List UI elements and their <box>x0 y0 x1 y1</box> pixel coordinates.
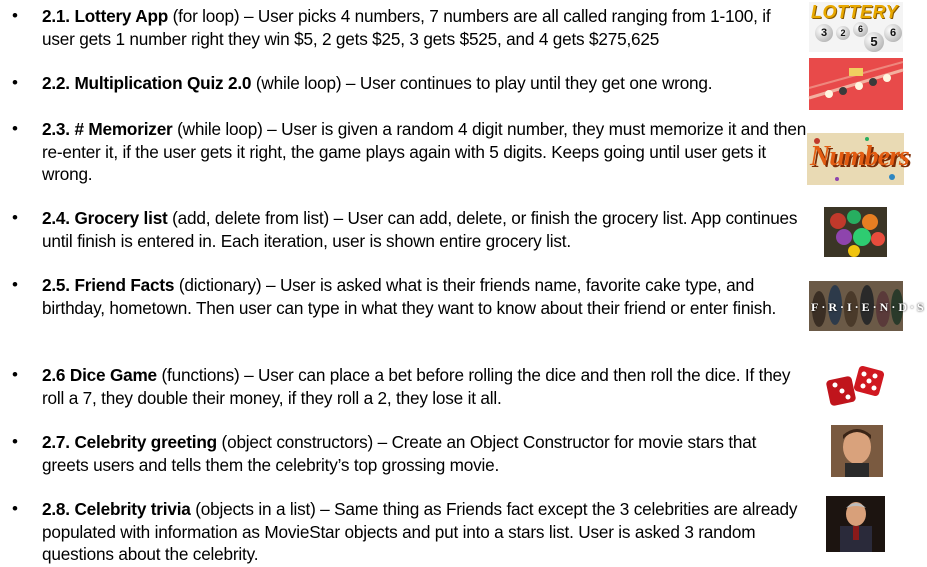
lottery-ball: 3 <box>815 24 833 42</box>
bullet: • <box>12 6 18 25</box>
item-description: (object constructors) – Create an Object Constructor for movie stars that greets users and tells them the celebrity’s top grossing movie. <box>42 432 757 475</box>
celebrity-portrait <box>831 425 883 477</box>
item-description: (while loop) – User is given a random 4 digit number, they must memorize it and then re-enter it, if the user gets it right, the game plays again with 5 digits. Keeps going until user gets it wrong. <box>42 119 807 184</box>
lottery-image <box>809 2 903 52</box>
bullet: • <box>12 432 18 451</box>
item-title: 2.6 Dice Game <box>42 365 157 385</box>
bullet: • <box>12 499 18 518</box>
lottery-ball: 6 <box>853 22 868 37</box>
lottery-ball: 5 <box>864 32 884 52</box>
item-description: (objects in a list) – Same thing as Friends fact except the 3 celebrities are already populated with information as MovieStar objects and put into a stars list. User is asked 3 random questions about the celebrity. <box>42 499 798 564</box>
item-text <box>42 207 807 252</box>
item-description: (while loop) – User continues to play until they get one wrong. <box>251 73 713 93</box>
item-title: 2.3. # Memorizer <box>42 119 173 139</box>
item-description: (functions) – User can place a bet before rolling the dice and then roll the dice. If they roll a 7, they double their money, if they roll a 2, they lose it all. <box>42 365 791 408</box>
grocery-graphic <box>824 207 887 257</box>
bullet: • <box>12 208 18 227</box>
item-text <box>42 72 807 95</box>
dice-graphic <box>824 360 887 413</box>
trivia-host-portrait <box>826 496 885 552</box>
item-title: 2.4. Grocery list <box>42 208 168 228</box>
item-title: 2.8. Celebrity trivia <box>42 499 191 519</box>
item-text <box>42 431 807 476</box>
multiplication-graphic <box>809 58 903 110</box>
item-description: (add, delete from list) – User can add, delete, or finish the grocery list. App continues until finish is entered in. Each iteration, user is shown entire grocery list. <box>42 208 798 251</box>
numbers-image <box>807 133 909 185</box>
lottery-logo: LOTTERY <box>811 2 899 22</box>
item-title: 2.5. Friend Facts <box>42 275 175 295</box>
bullet: • <box>12 275 18 294</box>
bullet: • <box>12 365 18 384</box>
item-title: 2.7. Celebrity greeting <box>42 432 217 452</box>
bullet: • <box>12 73 18 92</box>
dice-image <box>824 360 887 413</box>
multiplication-image <box>809 58 903 110</box>
item-text <box>42 364 807 409</box>
item-text <box>42 5 807 50</box>
item-title: 2.1. Lottery App <box>42 6 169 26</box>
item-description: (dictionary) – User is asked what is their friends name, favorite cake type, and birthday, hometown. Then user can type in what they want to know about their friend or enter finish. <box>42 275 777 318</box>
item-text <box>42 274 807 319</box>
lottery-ball: 2 <box>836 26 850 40</box>
lottery-ball: 6 <box>884 24 902 42</box>
bullet: • <box>12 119 18 138</box>
item-text <box>42 498 807 566</box>
friends-logo: F·R·I·E·N·D·S <box>811 300 927 314</box>
grocery-image <box>824 207 887 257</box>
item-title: 2.2. Multiplication Quiz 2.0 <box>42 73 252 93</box>
celebrity-photo <box>831 425 883 477</box>
item-text <box>42 118 807 186</box>
friends-image <box>809 281 927 331</box>
item-description: (for loop) – User picks 4 numbers, 7 numbers are all called ranging from 1-100, if user gets 1 number right they win $5, 2 gets $25, 3 gets $525, and 4 gets $275,625 <box>42 6 771 49</box>
trivia-host-photo <box>826 496 885 552</box>
numbers-word: Numbers <box>810 141 909 172</box>
